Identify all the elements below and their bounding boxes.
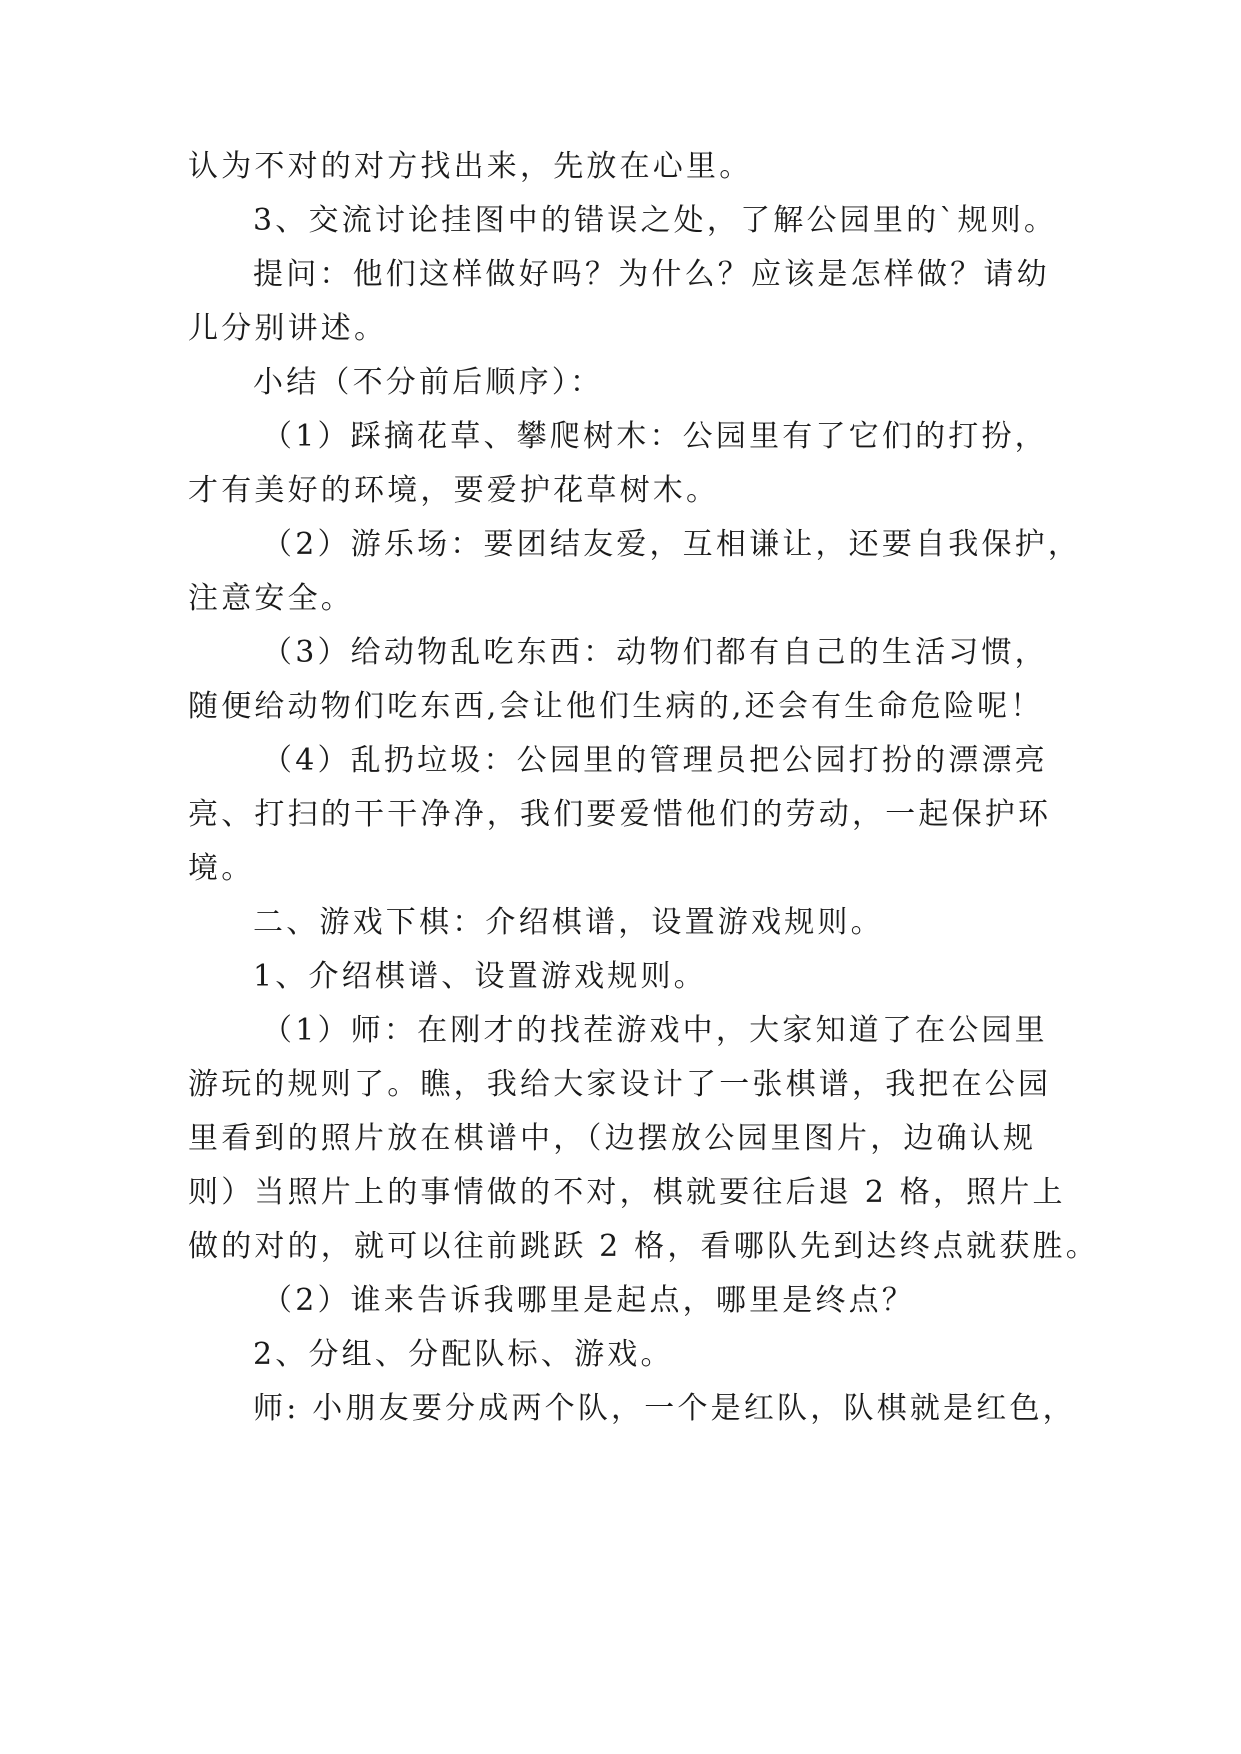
text-line: 才有美好的环境，要爱护花草树木。 xyxy=(188,473,720,508)
text-line: 注意安全。 xyxy=(188,581,354,616)
text-line: （4）乱扔垃圾：公园里的管理员把公园打扮的漂漂亮 xyxy=(262,743,1048,778)
text-line: 二、游戏下棋：介绍棋谱，设置游戏规则。 xyxy=(253,905,884,940)
text-line: 境。 xyxy=(188,851,255,886)
text-line: 做的对的，就可以往前跳跃 2 格，看哪队先到达终点就获胜。 xyxy=(188,1229,1099,1264)
text-line: （2）游乐场：要团结友爱，互相谦让，还要自我保护， xyxy=(262,527,1082,562)
text-line: 提问：他们这样做好吗？为什么？应该是怎样做？请幼 xyxy=(253,257,1050,292)
text-line: （1）踩摘花草、攀爬树木：公园里有了它们的打扮， xyxy=(262,419,1048,454)
text-line: 1、介绍棋谱、设置游戏规则。 xyxy=(253,959,707,994)
text-line: 儿分别讲述。 xyxy=(188,311,388,346)
text-line: 小结（不分前后顺序）： xyxy=(253,365,604,400)
text-line: 2、分组、分配队标、游戏。 xyxy=(253,1337,674,1372)
text-line: 里看到的照片放在棋谱中，（边摆放公园里图片，边确认规 xyxy=(188,1121,1037,1156)
text-line: 游玩的规则了。瞧，我给大家设计了一张棋谱，我把在公园 xyxy=(188,1067,1052,1102)
text-line: 3、交流讨论挂图中的错误之处，了解公园里的`规则。 xyxy=(253,203,1058,238)
text-line: 随便给动物们吃东西,会让他们生病的,还会有生命危险呢！ xyxy=(188,689,1044,724)
text-line: 则）当照片上的事情做的不对，棋就要往后退 2 格，照片上 xyxy=(188,1175,1066,1210)
text-line: 认为不对的对方找出来，先放在心里。 xyxy=(188,149,753,184)
text-line: （3）给动物乱吃东西：动物们都有自己的生活习惯， xyxy=(262,635,1048,670)
text-line: 亮、打扫的干干净净，我们要爱惜他们的劳动，一起保护环 xyxy=(188,797,1052,832)
text-line: （1）师：在刚才的找茬游戏中，大家知道了在公园里 xyxy=(262,1013,1048,1048)
text-line: （2）谁来告诉我哪里是起点，哪里是终点？ xyxy=(262,1283,916,1318)
text-line: 师: 小朋友要分成两个队，一个是红队，队棋就是红色， xyxy=(253,1391,1076,1426)
